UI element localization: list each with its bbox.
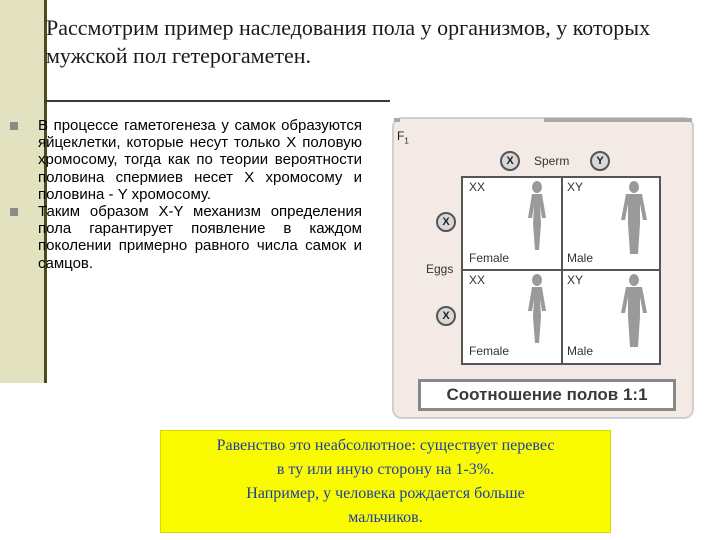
inheritance-figure [392,117,694,419]
sperm-y-gamete: Y [590,151,610,171]
figure-top-accent [544,118,692,122]
eggs-label: Eggs [426,262,454,276]
bullet-text: Таким образом X-Y механизм определения пола гарантирует появление в каждом поколении примерно равного числа самок и самцов. [38,203,362,272]
egg-x-gamete: X [436,212,456,232]
bullet-marker [10,122,18,130]
cell-sex-label: Male [567,251,594,265]
cell-genotype: XX [469,180,486,194]
generation-label: $F_1$ [397,129,409,146]
male-silhouette-icon [617,273,651,349]
grid-divider [463,269,659,271]
sperm-x-gamete: X [500,151,520,171]
figure-top-accent [394,118,400,122]
cell-sex-label: Female [469,251,510,265]
cell-sex-label: Male [567,344,594,358]
bullet-list [10,117,362,272]
slide-title: Рассмотрим пример наследования пола у организмов, у которых мужской пол гетерогаметен. [46,15,651,68]
note-line: в ту или иную сторону на 1-3%. [276,461,495,478]
note-line: мальчиков. [348,509,423,526]
note-box [160,430,611,533]
bullet-marker [10,208,18,216]
cell-genotype: XY [567,180,584,194]
sperm-label: Sperm [534,154,570,168]
cell-genotype: XX [469,273,486,287]
egg-x-gamete: X [436,306,456,326]
title-divider [44,100,390,102]
male-silhouette-icon [617,180,651,256]
cell-sex-label: Female [469,344,510,358]
female-silhouette-icon [521,180,553,252]
female-silhouette-icon [521,273,553,345]
note-line: Равенство это неабсолютное: существует перевес [216,437,555,454]
cell-genotype: XY [567,273,584,287]
sex-ratio-label: Соотношение полов 1:1 [418,379,676,411]
bullet-item [10,203,362,272]
note-line: Например, у человека рождается больше [246,485,525,502]
bullet-item [10,117,362,203]
punnett-grid [461,176,661,365]
bullet-text: В процессе гаметогенеза у самок образуются яйцеклетки, которые несут только X половую хромосому, тогда как по теории вероятности половина спермиев несет X хромосому и половина - Y хромосому. [38,117,362,203]
